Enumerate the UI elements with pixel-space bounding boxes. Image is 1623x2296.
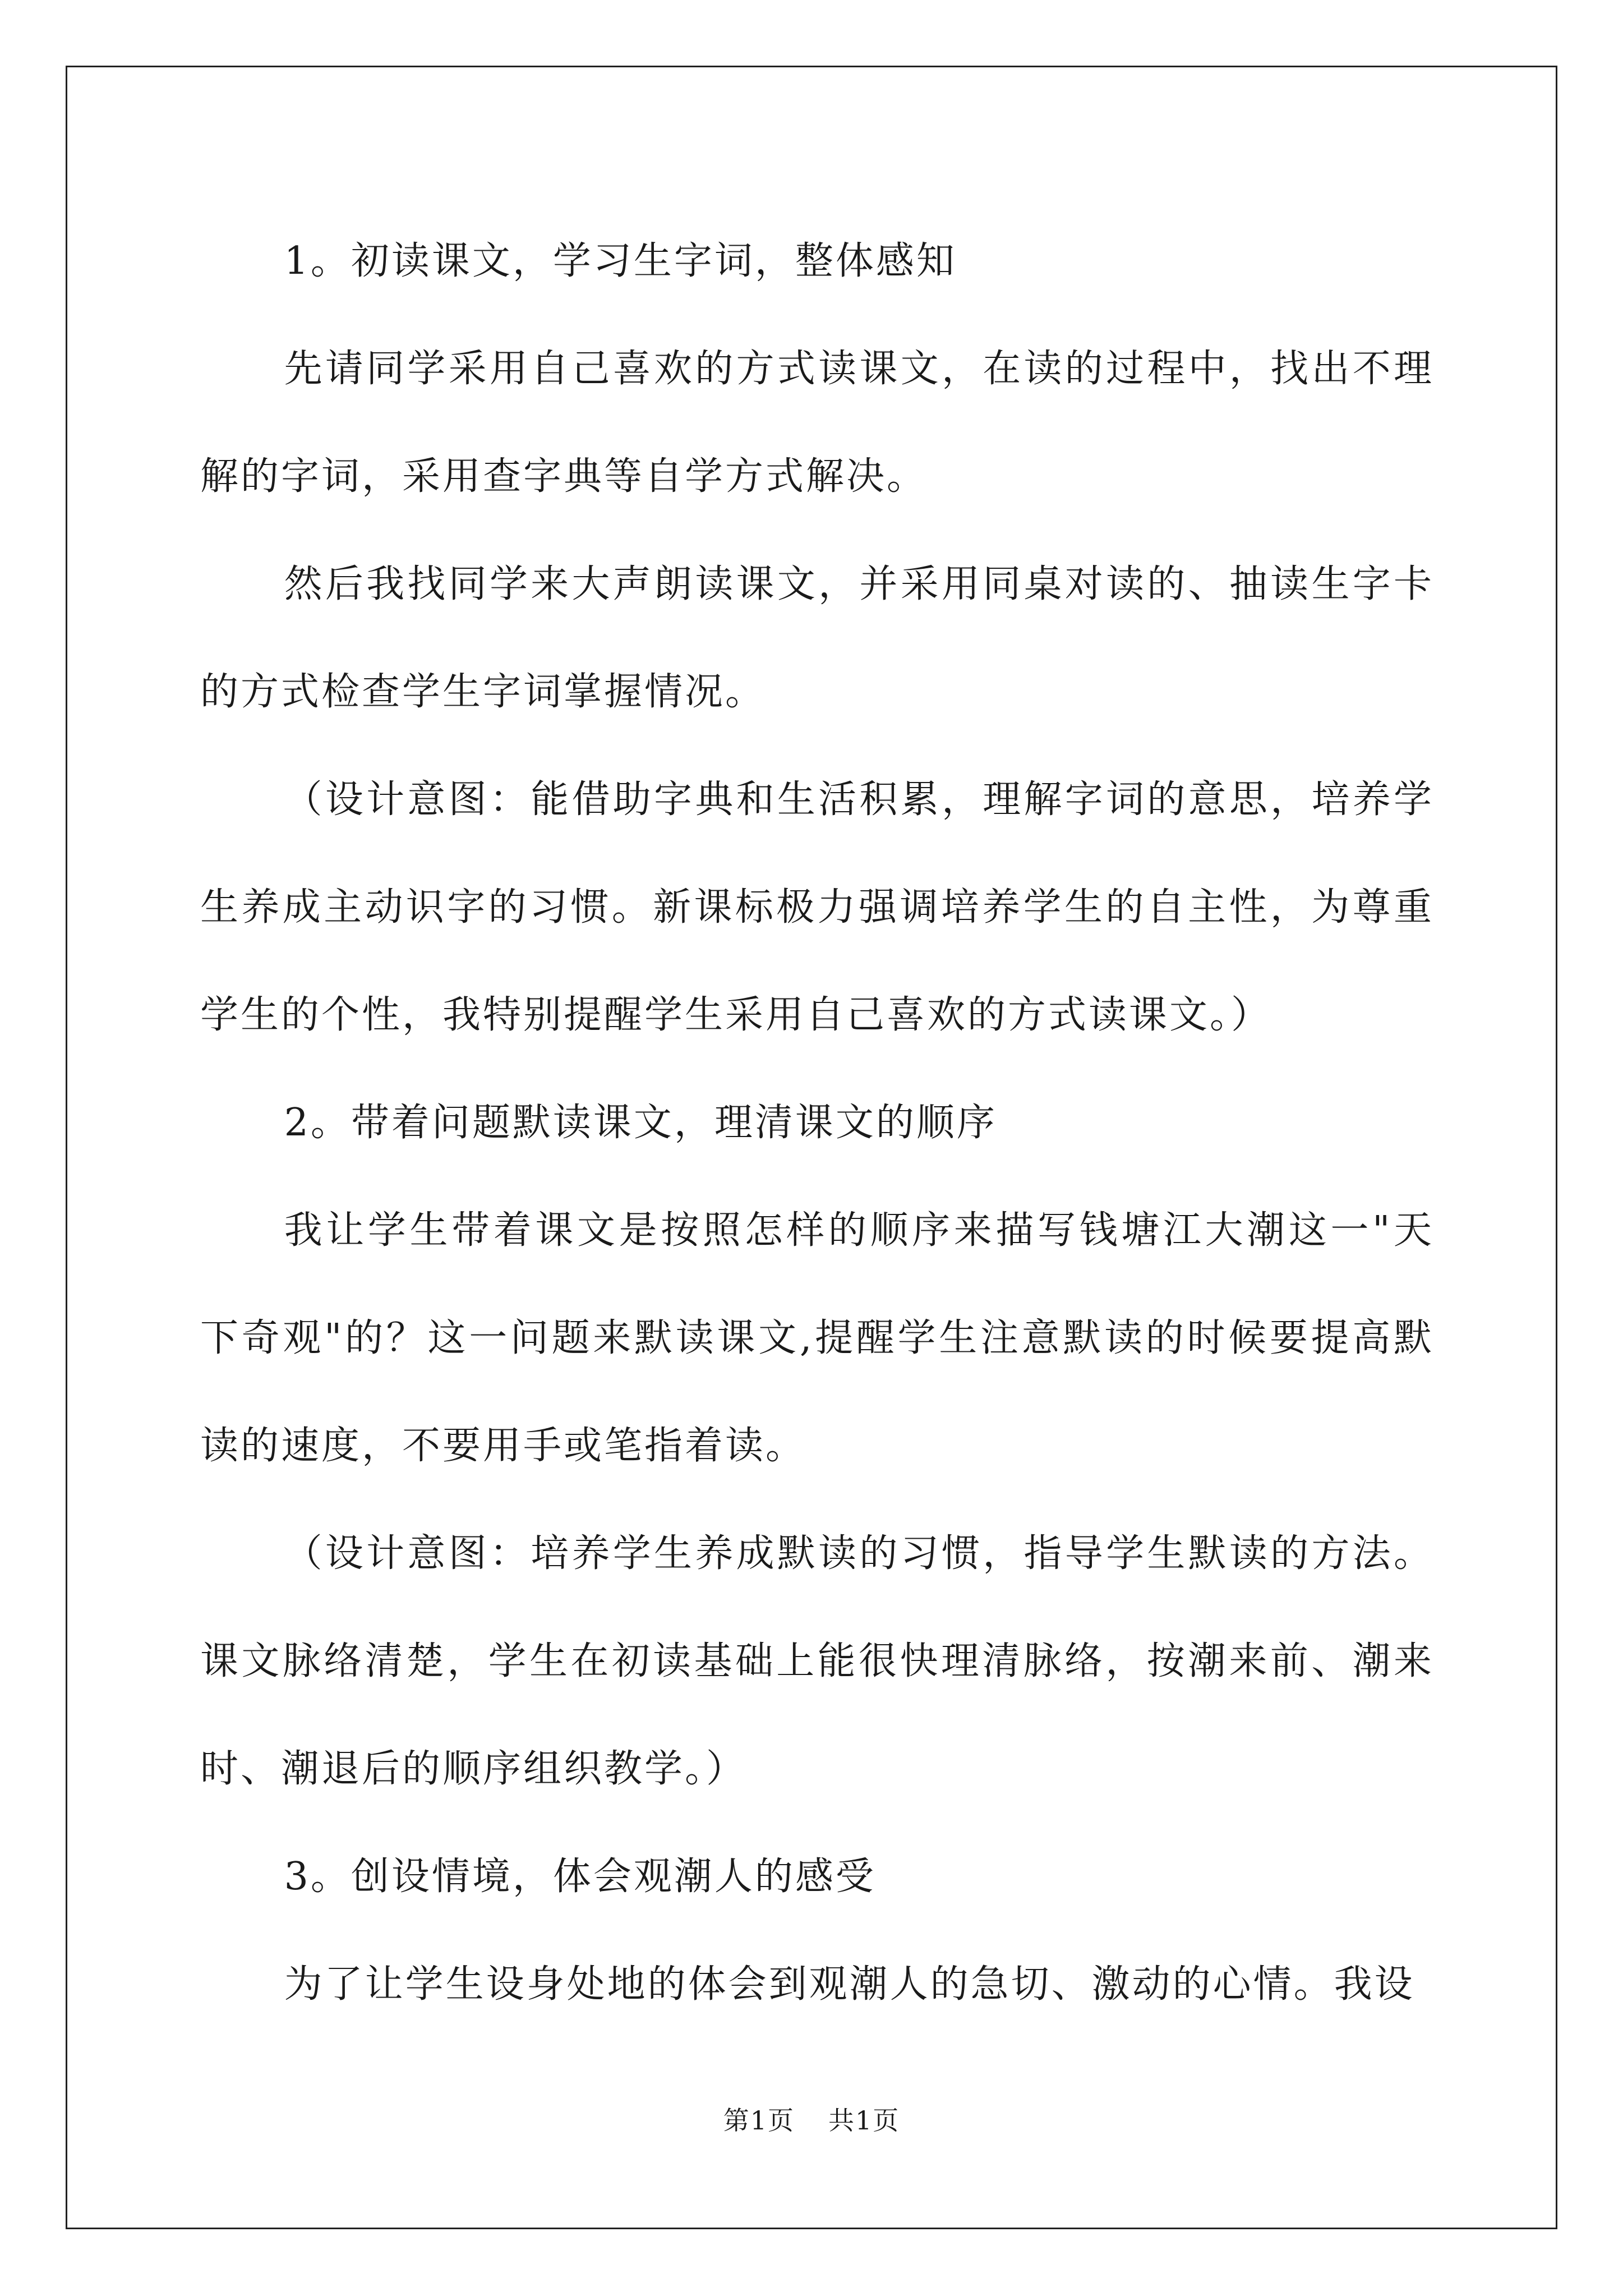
- section-heading-3: 3。创设情境，体会观潮人的感受: [284, 1855, 876, 1899]
- paragraph-1: 先请同学采用自己喜欢的方式读课文，在读的过程中，找出不理解的字词，采用查字典等自学方式解决。: [200, 347, 1434, 499]
- paragraph-3: 我让学生带着课文是按照怎样的顺序来描写钱塘江大潮这一"天下奇观"的？这一问题来默读课文,提醒学生注意默读的时候要提高默读的速度，不要用手或笔指着读。: [200, 1208, 1434, 1468]
- page-number: 第1页: [723, 2105, 795, 2136]
- paragraph-2: 然后我找同学来大声朗读课文，并采用同桌对读的、抽读生字卡的方式检查学生字词掌握情况。: [200, 562, 1434, 714]
- design-intent-note-2: （设计意图：培养学生养成默读的习惯，指导学生默读的方法。课文脉络清楚，学生在初读基础上能很快理清脉络，按潮来前、潮来时、潮退后的顺序组织教学。）: [200, 1531, 1434, 1791]
- section-heading-2: 2。带着问题默读课文，理清课文的顺序: [284, 1101, 997, 1145]
- document-body: [200, 208, 1434, 2039]
- page-footer: [0, 2100, 1623, 2137]
- paragraph-4: 为了让学生设身处地的体会到观潮人的急切、激动的心情。我设: [284, 1962, 1415, 2007]
- section-heading-1: 1。初读课文，学习生字词，整体感知: [284, 239, 957, 283]
- page-total: 共1页: [828, 2105, 900, 2136]
- design-intent-note-1: （设计意图：能借助字典和生活积累，理解字词的意思，培养学生养成主动识字的习惯。新课标极力强调培养学生的自主性，为尊重学生的个性，我特别提醒学生采用自己喜欢的方式读课文。）: [200, 777, 1434, 1037]
